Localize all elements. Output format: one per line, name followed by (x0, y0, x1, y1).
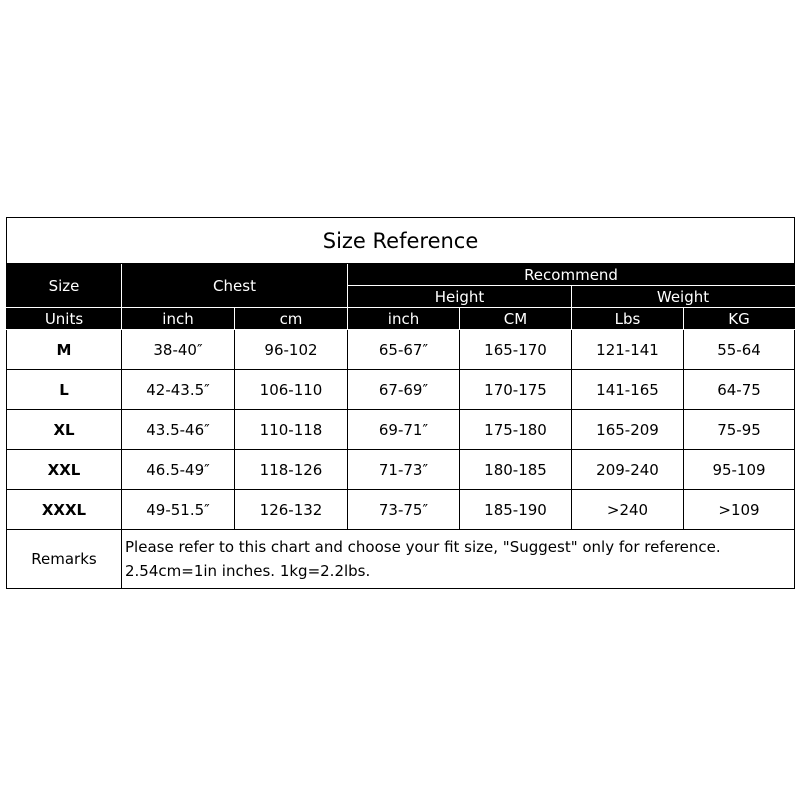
chest-header: Chest (122, 264, 348, 308)
weight-kg-cell: 64-75 (684, 370, 795, 410)
units-label: Units (7, 308, 122, 330)
chest-inch-cell: 46.5-49″ (122, 450, 235, 490)
weight-lbs-cell: 121-141 (572, 330, 684, 370)
height-cm-cell: 165-170 (460, 330, 572, 370)
weight-lbs-cell: 165-209 (572, 410, 684, 450)
height-cm-cell: 180-185 (460, 450, 572, 490)
table-row (7, 370, 795, 410)
table-row (7, 450, 795, 490)
height-inch-cell: 65-67″ (348, 330, 460, 370)
chest-inch-cell: 49-51.5″ (122, 490, 235, 530)
table-row (7, 330, 795, 370)
size-header: Size (7, 264, 122, 308)
remarks-label: Remarks (7, 530, 122, 589)
weight-lbs-cell: >240 (572, 490, 684, 530)
remarks-row (7, 530, 795, 589)
unit-weight-lbs: Lbs (572, 308, 684, 330)
table-row (7, 490, 795, 530)
weight-lbs-cell: 141-165 (572, 370, 684, 410)
chest-cm-cell: 110-118 (235, 410, 348, 450)
height-cm-cell: 170-175 (460, 370, 572, 410)
chest-inch-cell: 38-40″ (122, 330, 235, 370)
size-cell: L (7, 370, 122, 410)
height-inch-cell: 71-73″ (348, 450, 460, 490)
size-cell: XL (7, 410, 122, 450)
remarks-text (122, 530, 795, 589)
table-title: Size Reference (7, 218, 795, 264)
weight-kg-cell: 75-95 (684, 410, 795, 450)
height-inch-cell: 69-71″ (348, 410, 460, 450)
unit-chest-inch: inch (122, 308, 235, 330)
unit-height-inch: inch (348, 308, 460, 330)
remarks-line-2: 2.54cm=1in inches. 1kg=2.2lbs. (125, 562, 371, 580)
height-cm-cell: 185-190 (460, 490, 572, 530)
height-inch-cell: 73-75″ (348, 490, 460, 530)
table-row (7, 410, 795, 450)
weight-kg-cell: 95-109 (684, 450, 795, 490)
weight-header: Weight (572, 286, 795, 308)
size-cell: XXXL (7, 490, 122, 530)
chest-cm-cell: 96-102 (235, 330, 348, 370)
remarks-line-1: Please refer to this chart and choose your fit size, "Suggest" only for reference. (125, 538, 721, 556)
unit-weight-kg: KG (684, 308, 795, 330)
weight-kg-cell: 55-64 (684, 330, 795, 370)
size-cell: XXL (7, 450, 122, 490)
chest-inch-cell: 42-43.5″ (122, 370, 235, 410)
weight-kg-cell: >109 (684, 490, 795, 530)
chest-cm-cell: 106-110 (235, 370, 348, 410)
height-header: Height (348, 286, 572, 308)
unit-height-cm: CM (460, 308, 572, 330)
weight-lbs-cell: 209-240 (572, 450, 684, 490)
chest-cm-cell: 118-126 (235, 450, 348, 490)
size-reference-table (6, 217, 795, 589)
unit-chest-cm: cm (235, 308, 348, 330)
chest-cm-cell: 126-132 (235, 490, 348, 530)
height-inch-cell: 67-69″ (348, 370, 460, 410)
recommend-header: Recommend (348, 264, 795, 286)
chest-inch-cell: 43.5-46″ (122, 410, 235, 450)
size-cell: M (7, 330, 122, 370)
height-cm-cell: 175-180 (460, 410, 572, 450)
